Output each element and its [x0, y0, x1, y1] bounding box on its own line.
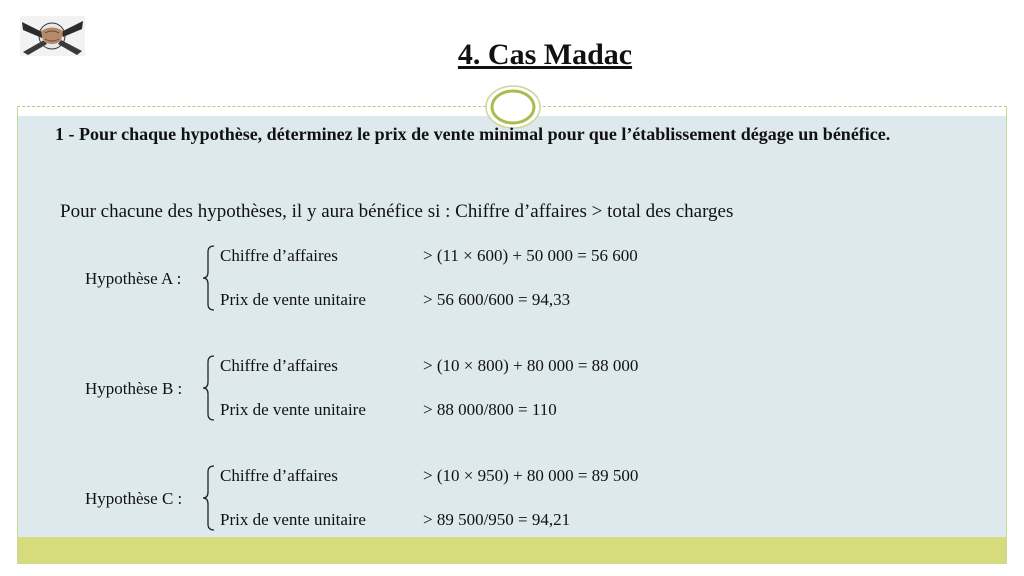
- hypothesis-a-row-2-label: Prix de vente unitaire: [220, 290, 366, 309]
- question-text: 1 - Pour chaque hypothèse, déterminez le prix de vente minimal pour que l’établissement dégage un bénéfice.: [55, 124, 891, 144]
- hypothesis-a-row-1-value: > (11 × 600) + 50 000 = 56 600: [423, 246, 638, 265]
- hypothesis-c-label: Hypothèse C :: [85, 489, 183, 508]
- page-title: 4. Cas Madac: [457, 38, 633, 71]
- hypothesis-c-row-2-label: Prix de vente unitaire: [220, 510, 366, 529]
- hypothesis-b-label: Hypothèse B :: [85, 379, 183, 398]
- brace-icon: [200, 354, 218, 422]
- hypothesis-b-row-2-value: > 88 000/800 = 110: [423, 400, 557, 419]
- hypothesis-c-row-1-label: Chiffre d’affaires: [220, 466, 338, 485]
- statement-text: Pour chacune des hypothèses, il y aura bénéfice si : Chiffre d’affaires > total des charges: [60, 201, 734, 222]
- hypothesis-b-row-2-label: Prix de vente unitaire: [220, 400, 366, 419]
- footer-band: [18, 537, 1006, 563]
- hypothesis-c-row-2-value: > 89 500/950 = 94,21: [423, 510, 571, 529]
- hypothesis-b-row-1-value: > (10 × 800) + 80 000 = 88 000: [423, 356, 639, 375]
- hypothesis-a-row-2-value: > 56 600/600 = 94,33: [423, 290, 571, 309]
- hypothesis-c-row-1-value: > (10 × 950) + 80 000 = 89 500: [423, 466, 639, 485]
- brace-icon: [200, 244, 218, 312]
- hypothesis-b-row-1-label: Chiffre d’affaires: [220, 356, 338, 375]
- hypothesis-a-label: Hypothèse A :: [85, 269, 182, 288]
- hypothesis-a-row-1-label: Chiffre d’affaires: [220, 246, 338, 265]
- brace-icon: [200, 464, 218, 532]
